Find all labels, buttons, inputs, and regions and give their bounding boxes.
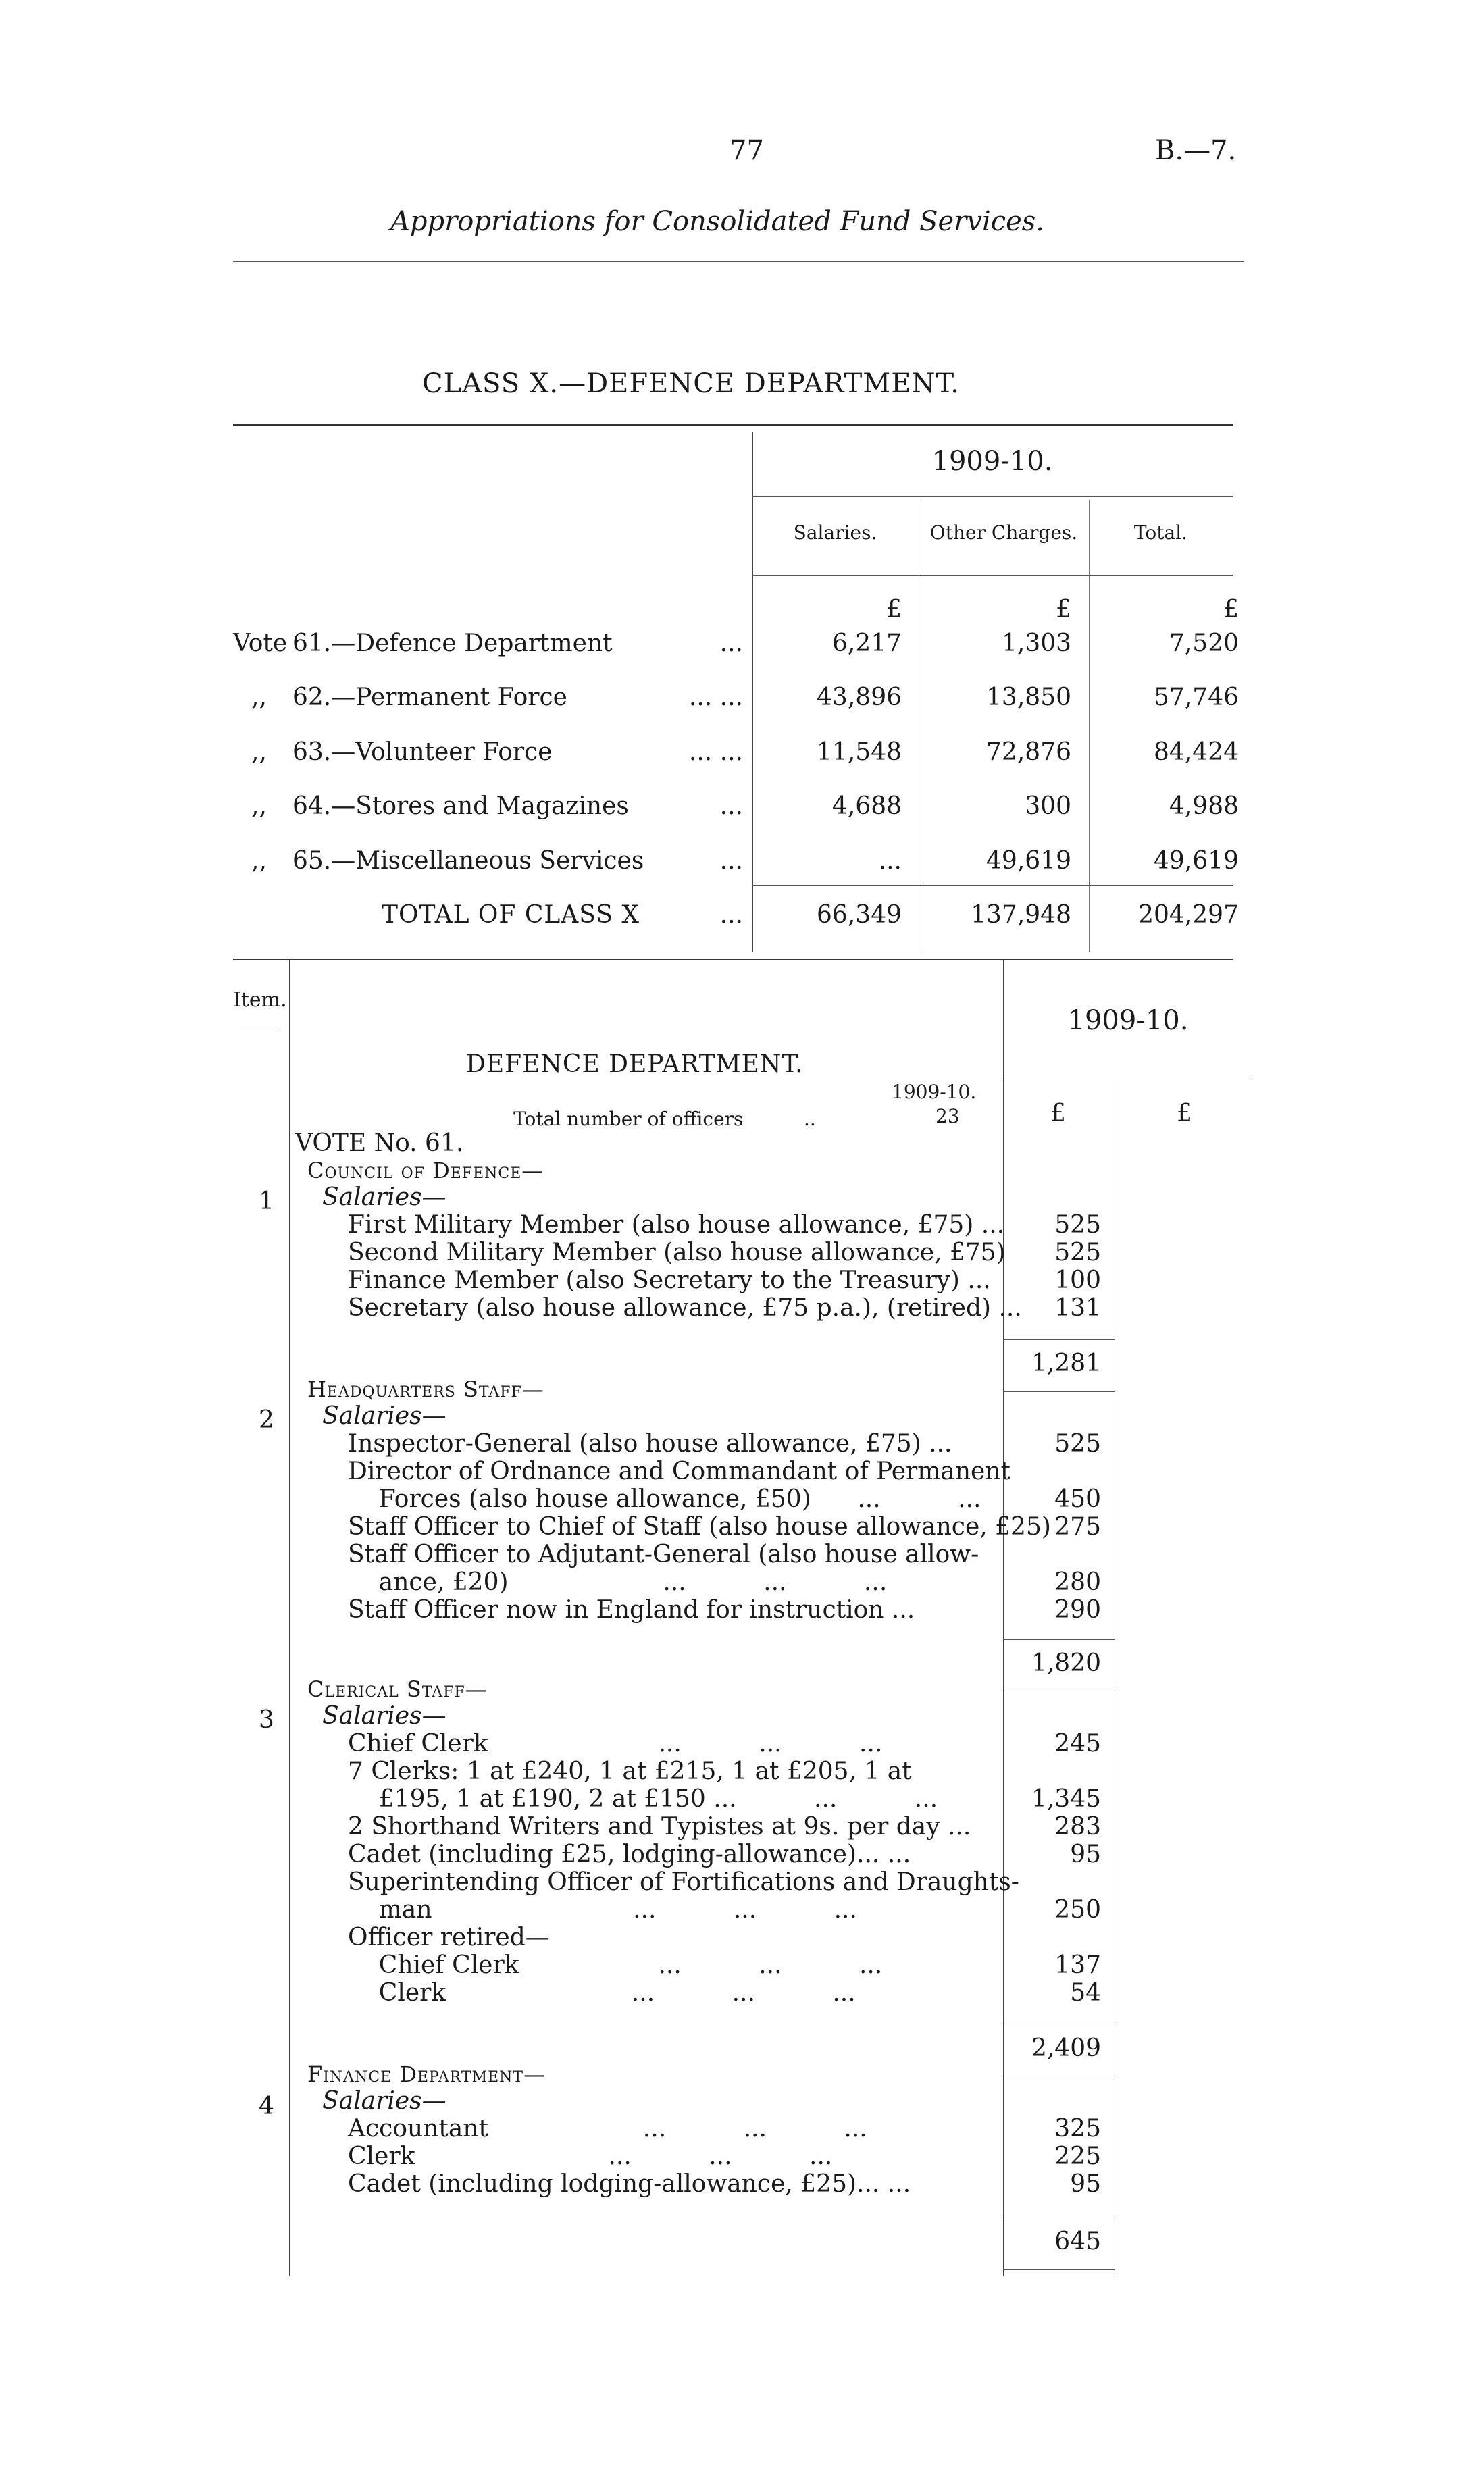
subtotal-rule xyxy=(1003,1639,1115,1640)
vote-total: 57,746 xyxy=(1154,684,1239,711)
currency-other: £ xyxy=(1056,596,1071,623)
section-subtotal: 1,281 xyxy=(1031,1350,1101,1377)
vote-prefix: ,, xyxy=(251,847,267,875)
line-text: Cadet (including £25, lodging-allowance)... ... xyxy=(348,1841,911,1868)
total-label: TOTAL OF CLASS X xyxy=(382,901,640,929)
section-sub: Salaries— xyxy=(322,1702,446,1730)
summary-year-header: 1909-10. xyxy=(931,446,1053,477)
amount-column-rule xyxy=(1003,959,1004,2276)
summary-bottom-rule xyxy=(233,959,1233,960)
section-sub: Salaries— xyxy=(322,1402,446,1430)
summary-top-rule xyxy=(233,424,1233,426)
line-amount: 280 xyxy=(1054,1568,1101,1596)
line-text: Staff Officer to Adjutant-General (also house allow- xyxy=(348,1541,979,1568)
line-text: man ... ... ... xyxy=(348,1896,857,1924)
subtotal-rule xyxy=(1003,2269,1115,2270)
vote-total: 4,988 xyxy=(1169,792,1239,820)
dept-title: DEFENCE DEPARTMENT. xyxy=(466,1050,804,1078)
vote-label: 63.—Volunteer Force xyxy=(292,738,553,766)
line-amount: 283 xyxy=(1054,1813,1101,1841)
line-amount: 525 xyxy=(1054,1211,1101,1239)
line-text: First Military Member (also house allowance, £75) ... xyxy=(348,1211,1005,1239)
vote-number: VOTE No. 61. xyxy=(295,1129,464,1157)
section-sub: Salaries— xyxy=(322,2087,446,2115)
detail-currency-2: £ xyxy=(1177,1100,1192,1127)
line-text: Staff Officer to Chief of Staff (also house allowance, £25) xyxy=(348,1513,1051,1541)
line-text: Second Military Member (also house allowance, £75) xyxy=(348,1239,1006,1266)
detail-year-header: 1909-10. xyxy=(1067,1005,1189,1036)
line-text: Officer retired— xyxy=(348,1924,550,1951)
line-amount: 100 xyxy=(1054,1266,1101,1294)
vote-salaries: ... xyxy=(878,847,902,875)
item-number: 2 xyxy=(259,1406,274,1434)
line-text: Cadet (including lodging-allowance, £25)... ... xyxy=(348,2170,911,2198)
col-header-rule xyxy=(752,575,1233,576)
vote-label: 61.—Defence Department xyxy=(292,630,613,657)
vote-dots: ... xyxy=(719,847,743,875)
vote-other-charges: 49,619 xyxy=(986,847,1071,875)
vote-label: 62.—Permanent Force xyxy=(292,684,567,711)
subtotal-rule xyxy=(1003,1391,1115,1392)
line-amount: 290 xyxy=(1054,1596,1101,1624)
line-text: Clerk ... ... ... xyxy=(348,2142,833,2170)
line-amount: 95 xyxy=(1070,1841,1101,1868)
currency-total: £ xyxy=(1223,596,1239,623)
line-amount: 325 xyxy=(1054,2115,1101,2142)
page-number: 77 xyxy=(730,135,764,166)
vote-dots: ... ... xyxy=(688,684,743,711)
vote-total: 84,424 xyxy=(1154,738,1239,766)
vote-salaries: 6,217 xyxy=(831,630,902,657)
item-header: Item. xyxy=(233,988,287,1012)
vote-prefix: Vote xyxy=(233,630,288,657)
document-reference: B.—7. xyxy=(1155,135,1237,166)
line-text: 7 Clerks: 1 at £240, 1 at £215, 1 at £205, 1 at xyxy=(348,1757,912,1785)
vote-total: 7,520 xyxy=(1169,630,1239,657)
col-header-salaries: Salaries. xyxy=(793,521,877,544)
section-sub: Salaries— xyxy=(322,1183,446,1211)
line-text: Accountant ... ... ... xyxy=(348,2115,867,2142)
col-header-other-charges: Other Charges. xyxy=(929,521,1078,544)
line-text: £195, 1 at £190, 2 at £150 ... ... ... xyxy=(348,1785,938,1813)
vote-salaries: 11,548 xyxy=(817,738,902,766)
line-amount: 1,345 xyxy=(1031,1785,1101,1813)
summary-year-rule xyxy=(752,496,1233,497)
line-amount: 137 xyxy=(1054,1951,1101,1979)
total-grand: 204,297 xyxy=(1138,901,1239,929)
line-amount: 250 xyxy=(1054,1896,1101,1924)
line-text: Inspector-General (also house allowance, £75) ... xyxy=(348,1430,952,1458)
line-amount: 225 xyxy=(1054,2142,1101,2170)
line-text: Forces (also house allowance, £50) ... ... xyxy=(348,1485,981,1513)
total-dots: ... xyxy=(719,901,743,929)
vote-prefix: ,, xyxy=(251,792,267,820)
page-title: Appropriations for Consolidated Fund Services. xyxy=(390,206,1045,237)
section-subtotal: 1,820 xyxy=(1031,1649,1101,1677)
line-text: Secretary (also house allowance, £75 p.a.), (retired) ... xyxy=(348,1294,1022,1322)
section-heading: Council of Defence— xyxy=(307,1158,544,1183)
vote-salaries: 4,688 xyxy=(831,792,902,820)
currency-salaries: £ xyxy=(886,596,902,623)
line-amount: 525 xyxy=(1054,1430,1101,1458)
header-rule xyxy=(233,261,1244,262)
vote-dots: ... xyxy=(719,792,743,820)
vote-prefix: ,, xyxy=(251,684,267,711)
line-text: Director of Ordnance and Commandant of Permanent xyxy=(348,1458,1010,1485)
line-text: Clerk ... ... ... xyxy=(348,1979,856,2007)
line-text: ance, £20) ... ... ... xyxy=(348,1568,888,1596)
line-amount: 95 xyxy=(1070,2170,1101,2198)
line-amount: 245 xyxy=(1054,1730,1101,1757)
vote-prefix: ,, xyxy=(251,738,267,766)
officers-dots: .. xyxy=(804,1108,816,1130)
line-text: Staff Officer now in England for instruction ... xyxy=(348,1596,915,1624)
line-amount: 450 xyxy=(1054,1485,1101,1513)
class-title: CLASS X.—DEFENCE DEPARTMENT. xyxy=(422,368,960,399)
vote-other-charges: 72,876 xyxy=(986,738,1071,766)
section-subtotal: 2,409 xyxy=(1031,2034,1101,2062)
officers-label: Total number of officers xyxy=(513,1108,744,1130)
item-number: 4 xyxy=(259,2093,274,2120)
section-heading: Finance Department— xyxy=(307,2061,546,2087)
total-rule xyxy=(752,885,1233,886)
vote-other-charges: 13,850 xyxy=(986,684,1071,711)
subtotal-rule xyxy=(1003,1339,1115,1340)
line-amount: 275 xyxy=(1054,1513,1101,1541)
line-amount: 525 xyxy=(1054,1239,1101,1266)
line-text: Finance Member (also Secretary to the Treasury) ... xyxy=(348,1266,991,1294)
section-heading: Headquarters Staff— xyxy=(307,1377,544,1402)
col-header-total: Total. xyxy=(1133,521,1188,544)
officers-count: 23 xyxy=(936,1105,960,1127)
vote-label: 65.—Miscellaneous Services xyxy=(292,847,644,875)
line-text: Superintending Officer of Fortifications and Draughts- xyxy=(348,1868,1019,1896)
vote-dots: ... ... xyxy=(688,738,743,766)
vote-salaries: 43,896 xyxy=(817,684,902,711)
line-amount: 54 xyxy=(1070,1979,1101,2007)
section-heading: Clerical Staff— xyxy=(307,1676,488,1702)
vote-other-charges: 300 xyxy=(1025,792,1071,820)
line-text: Chief Clerk ... ... ... xyxy=(348,1951,883,1979)
vote-other-charges: 1,303 xyxy=(1001,630,1071,657)
total-other-charges: 137,948 xyxy=(971,901,1071,929)
vote-total: 49,619 xyxy=(1154,847,1239,875)
vote-label: 64.—Stores and Magazines xyxy=(292,792,629,820)
item-column-rule xyxy=(289,959,290,2276)
section-subtotal: 645 xyxy=(1054,2228,1101,2255)
item-number: 1 xyxy=(259,1187,274,1215)
vote-dots: ... xyxy=(719,630,743,657)
officers-year: 1909-10. xyxy=(892,1081,977,1103)
line-text: Chief Clerk ... ... ... xyxy=(348,1730,883,1757)
line-text: 2 Shorthand Writers and Typistes at 9s. per day ... xyxy=(348,1813,971,1841)
item-number: 3 xyxy=(259,1706,274,1734)
detail-currency-1: £ xyxy=(1050,1100,1066,1127)
total-salaries: 66,349 xyxy=(817,901,902,929)
line-amount: 131 xyxy=(1054,1294,1101,1322)
